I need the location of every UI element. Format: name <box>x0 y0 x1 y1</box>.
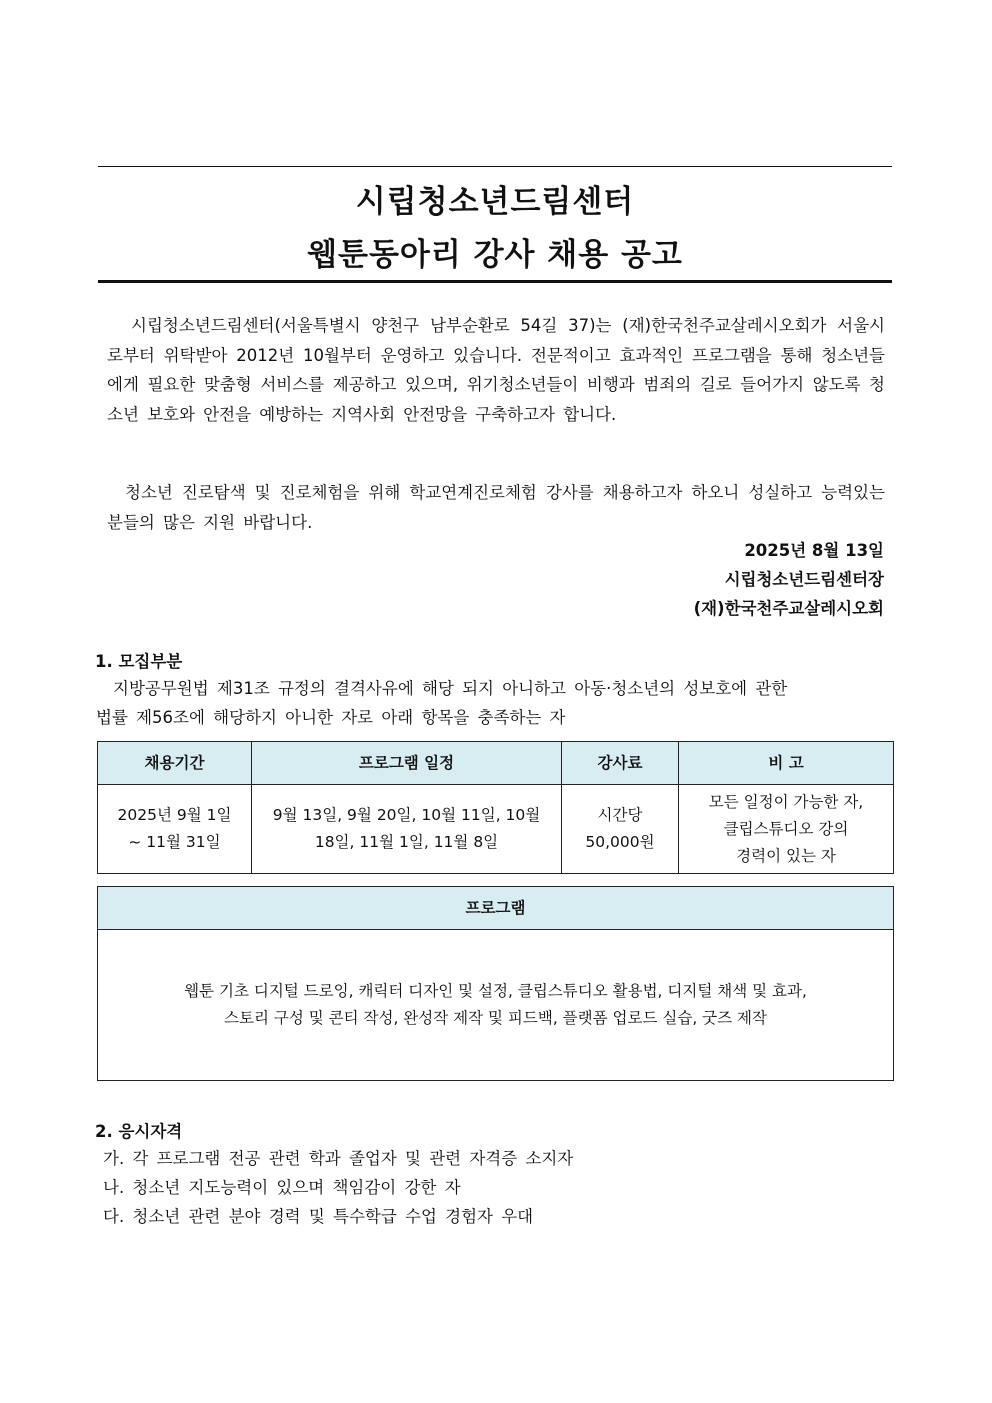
program-line: 스토리 구성 및 콘티 작성, 완성작 제작 및 피드백, 플랫폼 업로드 실습, 굿즈 제작 <box>224 1009 767 1027</box>
signature-block <box>694 536 884 623</box>
title-line2: 웹툰동아리 강사 채용 공고 <box>307 237 683 273</box>
qualification-item: 나. 청소년 지도능력이 있으며 책임감이 강한 자 <box>103 1178 461 1197</box>
title-bottom-rule <box>98 280 892 283</box>
program-line: 웹툰 기초 디지털 드로잉, 캐릭터 디자인 및 설정, 클립스튜디오 활용법, 디지털 채색 및 효과, <box>184 982 807 1000</box>
section1-line1: 지방공무원법 제31조 규정의 결격사유에 해당 되지 아니하고 아동·청소년의 성보호에 관한 <box>113 679 788 698</box>
section1-line2: 법률 제56조에 해당하지 아니한 자로 아래 항목을 충족하는 자 <box>96 708 566 727</box>
section2-heading: 2. 응시자격 <box>95 1122 183 1141</box>
title-line1: 시립청소년드림센터 <box>355 184 635 220</box>
section1-heading: 1. 모집부분 <box>95 652 183 671</box>
qualification-item: 다. 청소년 관련 분야 경력 및 특수학급 수업 경험자 우대 <box>103 1207 534 1226</box>
header-schedule: 프로그램 일정 <box>252 742 562 785</box>
program-header: 프로그램 <box>98 887 894 930</box>
top-rule <box>98 166 892 167</box>
note-line: 클립스튜디오 강의 <box>723 819 849 838</box>
header-note: 비 고 <box>679 742 894 785</box>
schedule-line: 9월 13일, 9월 20일, 10월 11일, 10월 <box>272 806 541 824</box>
intro-paragraph-1-text: 시립청소년드림센터(서울특별시 양천구 남부순환로 54길 37)는 (재)한국천주교살레시오회가 서울시로부터 위탁받아 2012년 10월부터 운영하고 있습니다. 전문적이고 효과적인 프로그램을 통해 청소년들에게 필요한 맞춤형 서비스를 제공하고 있으며, 위기청소년들이 비행과 범죄의 길로 들어가지 않도록 청소년 보호와 안전을 예방하는 지역사회 안전망을 구축하고자 합니다. <box>107 316 885 424</box>
organization: (재)한국천주교살레시오회 <box>693 599 884 618</box>
period-line: 2025년 9월 1일 <box>117 806 232 824</box>
table-row <box>98 785 894 874</box>
program-table <box>97 886 894 1081</box>
cell-schedule <box>252 785 562 874</box>
intro-paragraph-1 <box>107 311 885 429</box>
note-line: 경력이 있는 자 <box>736 846 836 865</box>
note-line: 모든 일정이 가능한 자, <box>708 792 864 811</box>
cell-fee <box>562 785 679 874</box>
table-header-row <box>98 742 894 785</box>
recruitment-table <box>97 741 894 874</box>
program-content <box>98 930 894 1081</box>
schedule-line: 18일, 11월 1일, 11월 8일 <box>314 833 499 851</box>
cell-note <box>679 785 894 874</box>
intro-paragraph-2-text: 청소년 진로탐색 및 진로체험을 위해 학교연계진로체험 강사를 채용하고자 하오니 성실하고 능력있는 분들의 많은 지원 바랍니다. <box>107 483 885 532</box>
header-period: 채용기간 <box>98 742 252 785</box>
issuer: 시립청소년드림센터장 <box>724 570 884 589</box>
period-line: ~ 11월 31일 <box>128 833 221 851</box>
fee-line: 50,000원 <box>585 833 655 851</box>
date: 2025년 8월 13일 <box>744 541 884 560</box>
header-fee: 강사료 <box>562 742 679 785</box>
cell-period <box>98 785 252 874</box>
qualification-item: 가. 각 프로그램 전공 관련 학과 졸업자 및 관련 자격증 소지자 <box>103 1149 574 1168</box>
fee-line: 시간당 <box>597 806 643 824</box>
intro-paragraph-2 <box>107 478 885 537</box>
